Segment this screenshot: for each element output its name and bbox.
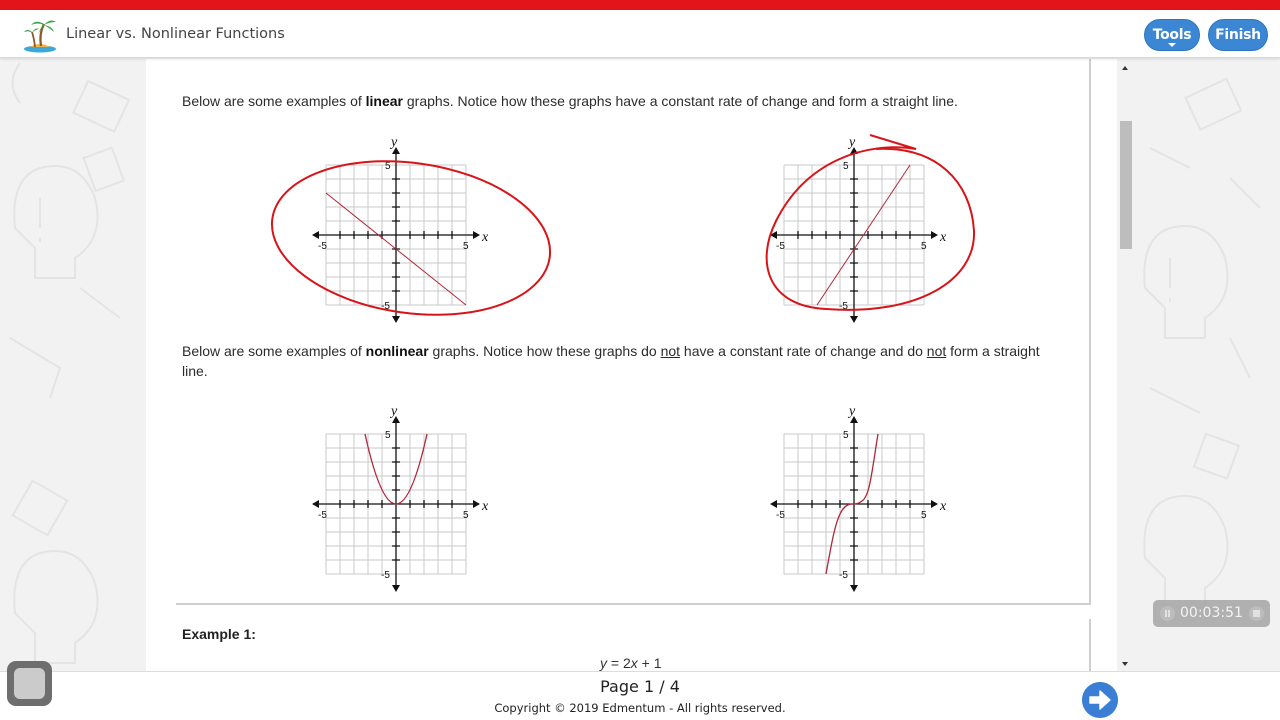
- app-header: [0, 10, 1280, 58]
- straight-line-text: straight line.: [882, 93, 958, 109]
- svg-text:5: 5: [385, 430, 391, 441]
- svg-text:y: y: [391, 135, 398, 150]
- svg-text:-5: -5: [776, 510, 785, 521]
- example-equation: y = 2x + 1: [600, 655, 662, 671]
- svg-text:x: x: [940, 230, 947, 245]
- lesson-title: Linear vs. Nonlinear Functions: [66, 26, 285, 42]
- svg-text:-5: -5: [381, 570, 390, 581]
- svg-text:5: 5: [463, 241, 469, 252]
- linear-graph-2: [716, 131, 1016, 331]
- footer: [0, 671, 1280, 720]
- tools-button-label: Tools: [1152, 27, 1192, 43]
- palm-tree-island-icon: [22, 16, 60, 54]
- page-indicator: Page 1 / 4: [600, 677, 680, 696]
- svg-text:5: 5: [463, 510, 469, 521]
- top-accent-bar: [0, 0, 1280, 10]
- pause-icon[interactable]: [1160, 606, 1175, 621]
- example-label: Example 1:: [182, 626, 256, 642]
- caret-down-icon: [1168, 43, 1176, 47]
- svg-text:-5: -5: [318, 241, 327, 252]
- tools-button[interactable]: [1144, 19, 1200, 51]
- linear-emphasis: linear: [365, 93, 403, 109]
- stop-icon[interactable]: [1249, 606, 1264, 621]
- svg-text:x: x: [940, 499, 947, 514]
- tutor-toggle-button[interactable]: [7, 661, 52, 706]
- svg-text:-5: -5: [839, 301, 848, 312]
- scroll-up-arrow-icon[interactable]: [1122, 66, 1128, 70]
- svg-text:y: y: [849, 135, 856, 150]
- nonlinear-intro-text: Below are some examples of nonlinear graphs. Notice how these graphs do not have a constant rate of change and do not form a straight line.: [182, 343, 1040, 379]
- svg-text:5: 5: [843, 161, 849, 172]
- session-timer: [1153, 600, 1270, 627]
- finish-button[interactable]: [1208, 19, 1268, 51]
- next-page-button[interactable]: [1082, 682, 1118, 718]
- svg-text:5: 5: [843, 430, 849, 441]
- nonlinear-graph-2: [716, 400, 1016, 600]
- scrollbar-thumb[interactable]: [1120, 121, 1132, 249]
- svg-text:5: 5: [921, 510, 927, 521]
- svg-text:5: 5: [921, 241, 927, 252]
- svg-text:5: 5: [385, 161, 391, 172]
- svg-text:-5: -5: [318, 510, 327, 521]
- nonlinear-graph-1: [258, 400, 558, 600]
- svg-text:-5: -5: [839, 570, 848, 581]
- svg-text:-5: -5: [776, 241, 785, 252]
- svg-text:-5: -5: [381, 301, 390, 312]
- square-icon: [14, 668, 45, 699]
- scroll-down-arrow-icon[interactable]: [1122, 662, 1128, 666]
- svg-text:y: y: [849, 404, 856, 419]
- svg-text:x: x: [482, 230, 489, 245]
- linear-intro-text: Below are some examples of linear graphs. Notice how these graphs have a constant rate of change and form a straight line.: [182, 93, 958, 109]
- linear-graph-1: [258, 131, 558, 331]
- timer-value: 00:03:51: [1180, 605, 1243, 621]
- lesson-content: [146, 59, 1117, 671]
- svg-text:x: x: [482, 499, 489, 514]
- finish-button-label: Finish: [1215, 27, 1261, 43]
- copyright-text: Copyright © 2019 Edmentum - All rights reserved.: [494, 701, 786, 715]
- nonlinear-emphasis: nonlinear: [365, 343, 429, 359]
- svg-text:y: y: [391, 404, 398, 419]
